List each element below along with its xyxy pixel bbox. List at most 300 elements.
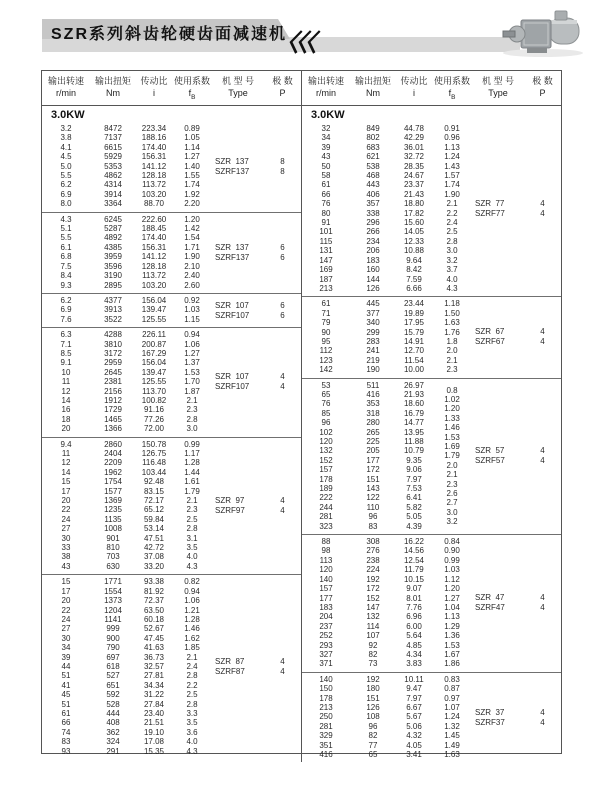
cell-output-torque: 318 [366, 408, 380, 418]
cell-output-speed: 11 [61, 449, 71, 458]
cell-ratio: 36.01 [403, 142, 425, 152]
gearmotor-photo-icon [497, 8, 589, 63]
cell-ratio: 156.31 [141, 152, 167, 162]
cell-service-factor: 0.97 [444, 693, 460, 703]
table-row [302, 227, 561, 236]
cell-service-factor: 2.5 [186, 690, 198, 700]
cell-service-factor: 1.27 [184, 348, 200, 358]
table-row [42, 468, 301, 477]
cell-output-torque: 299 [366, 327, 380, 337]
cell-output-torque: 77 [368, 740, 378, 750]
cell-service-factor: 4.0 [186, 737, 198, 747]
table-row [302, 299, 561, 308]
cell-output-torque: 528 [106, 699, 120, 709]
cell-ratio: 200.87 [141, 339, 167, 349]
table-row [42, 681, 301, 690]
model-row [472, 718, 561, 728]
cell-ratio: 81.92 [143, 586, 165, 596]
cell-ratio: 125.55 [141, 314, 167, 324]
cell-service-factor: 1.13 [444, 142, 460, 152]
cell-output-torque: 353 [366, 399, 380, 409]
table-row [42, 415, 301, 424]
cell-output-speed: 8.0 [60, 199, 72, 209]
model-label: SZR 137 [215, 156, 249, 166]
cell-output-torque: 324 [106, 737, 120, 747]
cell-output-torque: 538 [366, 161, 380, 171]
cell-service-factor: 1.63 [444, 318, 460, 328]
header-model: 机 型 号 Type [221, 76, 254, 98]
cell-service-factor: 3.3 [186, 708, 198, 718]
cell-output-speed: 150 [319, 684, 333, 694]
cell-output-torque: 1235 [104, 505, 122, 515]
cell-service-factor: 1.07 [444, 702, 460, 712]
cell-output-torque: 183 [366, 255, 380, 265]
ratio-block-right-0 [302, 122, 561, 296]
cell-output-speed: 187 [319, 274, 333, 284]
cell-output-torque: 92 [368, 640, 378, 650]
cell-output-speed: 157 [319, 584, 333, 594]
cell-ratio: 5.64 [406, 631, 422, 641]
cell-output-speed: 43 [321, 152, 331, 162]
cell-ratio: 223.34 [141, 124, 167, 133]
cell-output-torque: 2209 [104, 458, 122, 468]
cell-service-factor: 2.1 [446, 470, 458, 480]
cell-output-torque: 126 [366, 702, 380, 712]
cell-output-speed: 250 [319, 712, 333, 722]
ratio-block-left-5 [42, 574, 301, 759]
cell-output-torque: 73 [368, 659, 378, 669]
cell-service-factor: 0.94 [184, 330, 200, 340]
cell-service-factor: 1.29 [444, 621, 460, 631]
pole-count: 4 [280, 667, 285, 677]
cell-service-factor: 4.3 [186, 561, 198, 571]
cell-ratio: 91.16 [143, 405, 165, 415]
table-row [42, 728, 301, 737]
cell-output-torque: 82 [368, 649, 378, 659]
cell-output-speed: 16 [61, 405, 71, 415]
cell-ratio: 6.41 [406, 493, 422, 503]
cell-ratio: 52.67 [143, 624, 165, 634]
page-title: SZR系列斜齿轮硬齿面减速机 [51, 26, 288, 43]
cell-ratio: 42.29 [403, 133, 425, 143]
cell-output-torque: 1962 [104, 467, 122, 477]
cell-service-factor: 1.24 [444, 152, 460, 162]
cell-service-factor: 2.1 [186, 652, 198, 662]
cell-ratio: 88.70 [143, 199, 165, 209]
cell-ratio: 7.59 [406, 274, 422, 284]
table-row [302, 750, 561, 759]
table-row [302, 246, 561, 255]
cell-ratio: 8.42 [406, 265, 422, 275]
cell-service-factor: 1.42 [184, 224, 200, 234]
cell-output-speed: 17 [61, 586, 71, 596]
cell-output-torque: 338 [366, 208, 380, 218]
cell-service-factor: 2.8 [186, 671, 198, 681]
model-type-box [212, 496, 301, 516]
cell-output-speed: 83 [61, 737, 71, 747]
cell-ratio: 6.96 [406, 612, 422, 622]
header-poles: 极 数 P [272, 76, 293, 98]
table-row [302, 190, 561, 199]
pole-count: 4 [280, 505, 285, 515]
cell-service-factor: 1.27 [184, 152, 200, 162]
cell-service-factor: 1.87 [184, 386, 200, 396]
header-service-factor: 使用系数 $f_B$ [173, 76, 210, 101]
cell-service-factor: 1.71 [184, 242, 200, 252]
cell-output-torque: 802 [366, 133, 380, 143]
cell-service-factor: 2.1 [186, 395, 198, 405]
cell-output-torque: 1008 [104, 524, 122, 534]
header-output-torque: 输出扭矩 Nm [94, 76, 131, 98]
cell-output-speed: 115 [319, 236, 333, 246]
cell-service-factor: 1.46 [184, 624, 200, 634]
table-row [42, 133, 301, 142]
model-row [212, 372, 301, 382]
cell-output-speed: 152 [319, 455, 333, 465]
cell-service-factor: 0.96 [444, 133, 460, 143]
cell-output-speed: 96 [321, 418, 331, 428]
table-row [42, 747, 301, 756]
cell-output-torque: 4862 [104, 171, 122, 181]
cell-output-speed: 9.4 [60, 439, 72, 449]
cell-output-speed: 5.5 [60, 171, 72, 181]
table-row [42, 449, 301, 458]
cell-service-factor: 1.45 [444, 731, 460, 741]
cell-service-factor: 2.8 [446, 236, 458, 246]
cell-service-factor: 1.27 [444, 593, 460, 603]
cell-service-factor: 1.15 [184, 314, 200, 324]
cell-output-speed: 6.2 [60, 180, 72, 190]
cell-output-speed: 51 [61, 671, 71, 681]
cell-output-torque: 527 [106, 671, 120, 681]
cell-output-speed: 7.5 [60, 261, 72, 271]
cell-output-speed: 8.4 [60, 271, 72, 281]
cell-service-factor: 0.8 [446, 385, 458, 395]
cell-output-torque: 790 [106, 643, 120, 653]
cell-service-factor: 2.7 [446, 498, 458, 508]
cell-service-factor: 1.20 [444, 404, 460, 414]
cell-output-torque: 2860 [104, 439, 122, 449]
cell-service-factor: 0.87 [444, 684, 460, 694]
cell-output-speed: 9.3 [60, 280, 72, 290]
table-row [302, 180, 561, 189]
cell-service-factor: 2.6 [446, 489, 458, 499]
cell-ratio: 34.34 [143, 680, 165, 690]
cell-output-speed: 88 [321, 537, 331, 547]
cell-service-factor: 1.13 [444, 612, 460, 622]
cell-ratio: 5.05 [406, 512, 422, 522]
cell-output-torque: 618 [106, 661, 120, 671]
cell-output-torque: 308 [366, 537, 380, 547]
pole-count: 8 [280, 156, 285, 166]
cell-ratio: 7.97 [406, 474, 422, 484]
model-type-box [472, 708, 561, 728]
cell-output-speed: 30 [61, 633, 71, 643]
cell-output-torque: 1754 [104, 477, 122, 487]
cell-ratio: 8.01 [406, 593, 422, 603]
cell-output-speed: 140 [319, 574, 333, 584]
cell-ratio: 113.72 [142, 271, 166, 281]
cell-output-torque: 110 [366, 502, 380, 512]
cell-ratio: 72.37 [143, 596, 165, 606]
cell-output-speed: 5.1 [60, 224, 72, 234]
cell-output-torque: 1465 [104, 414, 122, 424]
pole-count: 4 [540, 209, 545, 219]
header-output-speed: 输出转速 r/min [307, 76, 344, 98]
cell-output-speed: 102 [319, 427, 333, 437]
table-row [302, 641, 561, 650]
cell-ratio: 32.72 [403, 152, 425, 162]
table-header-right [301, 71, 561, 105]
table-row [42, 534, 301, 543]
pole-count: 6 [280, 252, 285, 262]
model-label: SZRF67 [475, 337, 505, 347]
cell-service-factor: 2.3 [446, 365, 458, 375]
table-row [302, 162, 561, 171]
cell-output-torque: 241 [366, 346, 380, 356]
model-label: SZRF137 [215, 166, 250, 176]
model-type-box [472, 327, 561, 347]
model-type-box [472, 446, 561, 466]
table-row [42, 477, 301, 486]
cell-output-torque: 5929 [104, 152, 122, 162]
cell-output-speed: 80 [321, 208, 331, 218]
cell-service-factor: 0.82 [184, 577, 200, 587]
cell-output-torque: 192 [366, 674, 380, 684]
pole-count: 4 [540, 456, 545, 466]
cell-output-torque: 122 [366, 493, 380, 503]
cell-service-factor: 3.1 [186, 533, 198, 543]
cell-ratio: 3.83 [406, 659, 422, 669]
cell-ratio: 23.44 [403, 299, 425, 309]
table-row [42, 358, 301, 367]
model-row [212, 253, 301, 263]
cell-output-torque: 160 [366, 265, 380, 275]
cell-service-factor: 0.90 [444, 546, 460, 556]
cell-service-factor: 1.06 [184, 596, 200, 606]
cell-ratio: 23.40 [143, 708, 165, 718]
cell-service-factor: 3.6 [186, 727, 198, 737]
cell-output-speed: 18 [61, 414, 71, 424]
cell-output-speed: 416 [319, 750, 333, 759]
cell-output-torque: 1366 [104, 424, 122, 434]
cell-service-factor: 1.17 [184, 449, 200, 458]
cell-output-speed: 281 [319, 721, 333, 731]
cell-output-torque: 445 [366, 299, 380, 309]
ratio-block-right-3 [302, 534, 561, 672]
cell-ratio: 125.55 [141, 377, 167, 387]
table-row [302, 265, 561, 274]
cell-output-speed: 237 [319, 621, 333, 631]
cell-ratio: 128.18 [141, 261, 167, 271]
cell-output-torque: 5287 [104, 224, 122, 234]
cell-ratio: 167.29 [141, 348, 167, 358]
cell-output-speed: 222 [319, 493, 333, 503]
cell-ratio: 7.53 [406, 484, 422, 494]
cell-service-factor: 2.1 [186, 496, 198, 506]
cell-ratio: 174.40 [141, 233, 167, 243]
model-label: SZR 107 [215, 300, 249, 310]
model-row [212, 657, 301, 667]
model-type-box [212, 657, 301, 677]
cell-service-factor: 0.91 [444, 124, 460, 133]
cell-output-speed: 213 [319, 702, 333, 712]
cell-output-speed: 371 [319, 659, 333, 669]
model-label: SZR 77 [475, 199, 505, 209]
cell-output-speed: 157 [319, 465, 333, 475]
cell-ratio: 9.35 [406, 455, 422, 465]
cell-ratio: 174.40 [141, 142, 167, 152]
cell-service-factor: 3.5 [186, 543, 198, 553]
cell-ratio: 47.45 [143, 633, 165, 643]
table-row [42, 700, 301, 709]
cell-output-torque: 276 [366, 546, 380, 556]
table-body-left [42, 106, 301, 762]
cell-ratio: 42.72 [143, 543, 165, 553]
cell-output-torque: 6245 [104, 214, 122, 224]
cell-output-torque: 4288 [104, 330, 122, 340]
table-row [302, 152, 561, 161]
cell-ratio: 92.48 [143, 477, 165, 487]
cell-ratio: 126.75 [141, 449, 167, 458]
cell-service-factor: 1.33 [444, 413, 460, 423]
cell-ratio: 15.35 [143, 746, 165, 756]
cell-output-torque: 6615 [104, 142, 122, 152]
cell-output-speed: 113 [319, 555, 333, 565]
cell-ratio: 15.79 [403, 327, 425, 337]
cell-service-factor: 1.44 [184, 467, 200, 477]
cell-output-torque: 266 [366, 227, 380, 237]
cell-output-torque: 280 [366, 418, 380, 428]
table-row [42, 458, 301, 467]
table-row [302, 284, 561, 293]
cell-service-factor: 2.3 [186, 505, 198, 515]
cell-output-torque: 219 [366, 355, 380, 365]
model-row [212, 167, 301, 177]
cell-ratio: 17.82 [403, 208, 425, 218]
cell-output-torque: 265 [366, 427, 380, 437]
cell-ratio: 53.14 [143, 524, 165, 534]
cell-ratio: 14.05 [403, 227, 425, 237]
cell-ratio: 12.70 [403, 346, 425, 356]
table-row [42, 643, 301, 652]
cell-output-speed: 4.5 [60, 152, 72, 162]
table-row [302, 584, 561, 593]
cell-service-factor: 1.61 [184, 477, 200, 487]
cell-service-factor: 3.7 [446, 265, 458, 275]
cell-output-speed: 58 [321, 171, 331, 181]
cell-output-torque: 82 [368, 731, 378, 741]
cell-ratio: 11.54 [404, 355, 424, 365]
cell-ratio: 7.76 [406, 602, 422, 612]
power-rating-label: 3.0KW [51, 109, 85, 121]
cell-output-speed: 41 [61, 680, 71, 690]
table-row [302, 659, 561, 668]
cell-service-factor: 2.2 [446, 208, 458, 218]
cell-output-speed: 281 [319, 512, 333, 522]
cell-output-speed: 5.0 [60, 161, 72, 171]
cell-output-speed: 61 [61, 708, 71, 718]
cell-output-torque: 3596 [104, 261, 122, 271]
table-row [302, 356, 561, 365]
table-row [42, 180, 301, 189]
table-row [302, 218, 561, 227]
ratio-block-left-3 [42, 327, 301, 436]
cell-output-speed: 85 [321, 408, 331, 418]
model-row [212, 311, 301, 321]
header-output-torque: 输出扭矩 Nm [354, 76, 391, 98]
cell-output-speed: 93 [61, 746, 71, 756]
model-type-box [212, 301, 301, 321]
table-row [42, 340, 301, 349]
table-body-right [301, 106, 561, 762]
cell-ratio: 72.00 [143, 424, 165, 434]
table-row [302, 622, 561, 631]
table-body [42, 106, 561, 762]
table-row [302, 237, 561, 246]
cell-output-speed: 123 [319, 355, 333, 365]
table-row [302, 133, 561, 142]
cell-service-factor: 1.37 [184, 358, 200, 368]
cell-output-speed: 15 [61, 477, 71, 487]
cell-output-torque: 190 [366, 365, 380, 375]
cell-service-factor: 1.20 [444, 584, 460, 594]
cell-service-factor: 1.54 [184, 233, 200, 243]
cell-service-factor: 1.79 [444, 451, 460, 461]
cell-output-torque: 900 [106, 633, 120, 643]
cell-ratio: 222.60 [141, 214, 167, 224]
cell-output-torque: 1729 [104, 405, 122, 415]
cell-service-factor: 0.83 [444, 674, 460, 684]
cell-output-torque: 291 [106, 746, 120, 756]
cell-ratio: 24.67 [403, 171, 425, 181]
cell-ratio: 77.26 [143, 414, 165, 424]
cell-output-speed: 38 [61, 552, 71, 562]
header-model: 机 型 号 Type [481, 76, 514, 98]
cell-ratio: 141.12 [141, 161, 167, 171]
cell-output-torque: 592 [106, 690, 120, 700]
cell-output-torque: 2895 [104, 280, 122, 290]
cell-output-speed: 11 [61, 377, 71, 387]
cell-ratio: 21.93 [403, 389, 425, 399]
cell-output-torque: 96 [368, 721, 378, 731]
cell-output-torque: 151 [366, 693, 380, 703]
cell-service-factor: 3.0 [186, 424, 198, 434]
cell-output-torque: 3959 [104, 252, 122, 262]
cell-output-torque: 377 [366, 308, 380, 318]
table-row [42, 709, 301, 718]
cell-service-factor: 1.62 [184, 633, 200, 643]
table-header-left [42, 71, 301, 105]
cell-service-factor: 1.76 [444, 327, 460, 337]
cell-ratio: 33.20 [143, 561, 165, 571]
cell-output-speed: 6.3 [60, 330, 72, 340]
cell-service-factor: 1.28 [184, 614, 200, 624]
cell-service-factor: 2.4 [446, 218, 458, 228]
cell-output-speed: 76 [321, 399, 331, 409]
cell-output-speed: 101 [319, 227, 333, 237]
cell-ratio: 37.08 [143, 552, 165, 562]
cell-output-torque: 849 [366, 124, 380, 133]
table-row [42, 262, 301, 271]
cell-output-speed: 74 [61, 727, 71, 737]
cell-service-factor: 2.5 [446, 227, 458, 237]
cell-output-speed: 327 [319, 649, 333, 659]
table-row [302, 143, 561, 152]
cell-service-factor: 2.1 [446, 199, 458, 209]
cell-output-speed: 10 [61, 367, 71, 377]
model-row [212, 243, 301, 253]
